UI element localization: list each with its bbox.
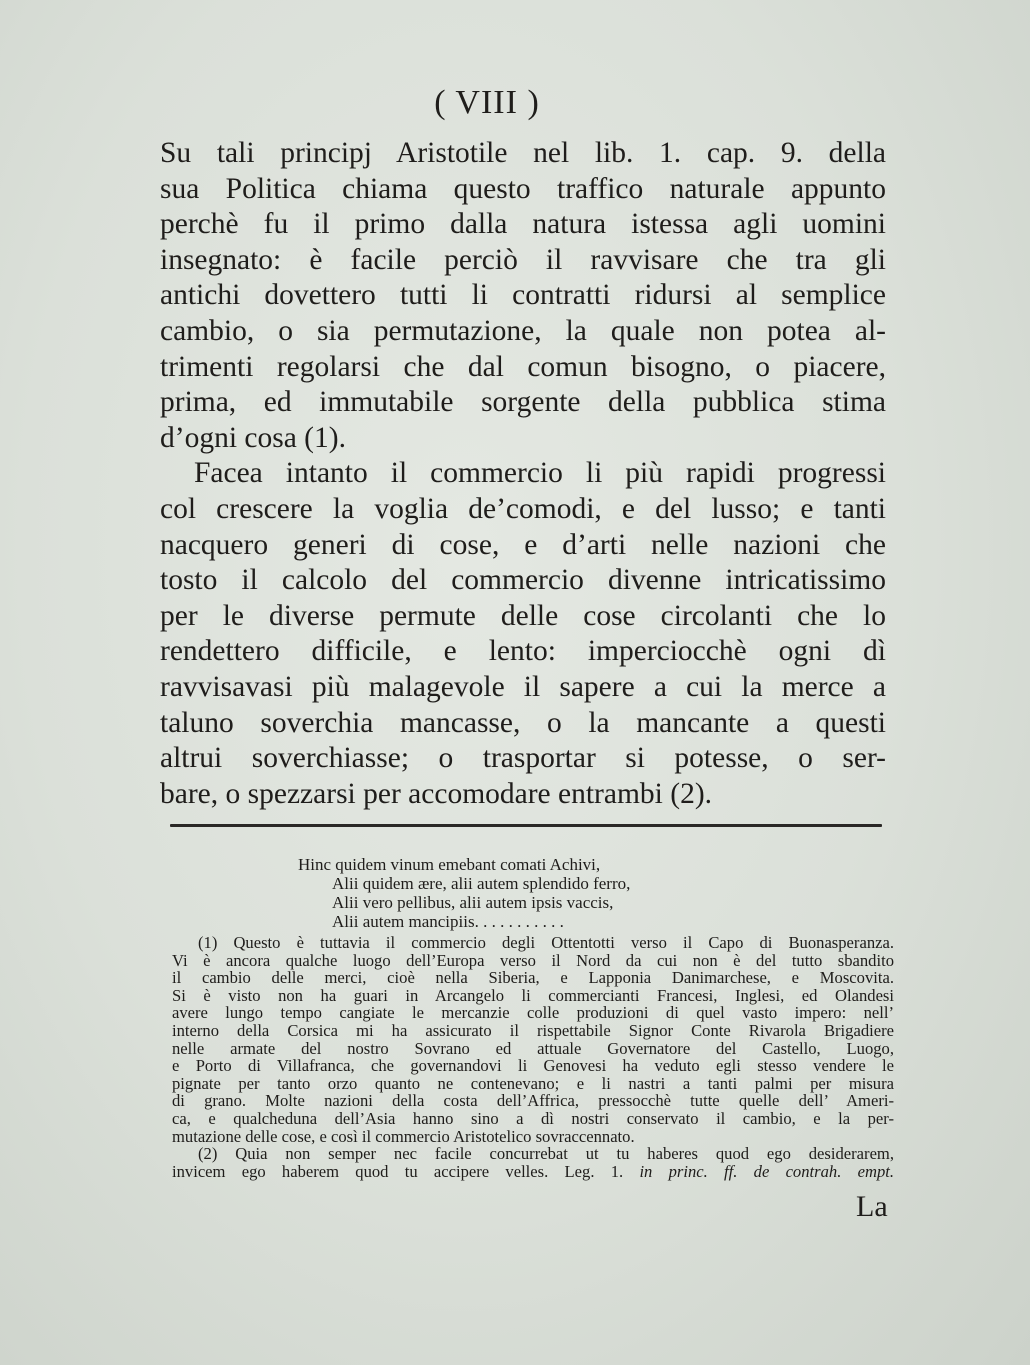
footnotes [172,934,894,1180]
text-line: cambio, o sia permutazione, la quale non potea al- [160,314,886,347]
text-line: prima, ed immutabile sorgente della pubblica stima [160,386,886,419]
text-line: Facea intanto il commercio li più rapidi progressi [194,457,886,490]
text-line: insegnato: è facile perciò il ravvisare che tra gli [160,243,886,276]
footnote-last-text: invicem ego haberem quod tu accipere velles. Leg. 1. [172,1161,624,1181]
text-line: taluno soverchia mancasse, o la mancante a questi [160,706,886,739]
text-line: rendettero difficile, e lento: imperciocchè ogni dì [160,635,886,668]
footnote-line: avere lungo tempo cangiate le mercanzie colle produzioni di quel vasto impero: nell’ [172,1003,894,1023]
latin-verse [298,855,630,931]
text-line: nacquero generi di cose, e d’arti nelle nazioni che [160,528,886,561]
footnote-line: Si è visto non ha guari in Arcangelo li commercianti Francesi, Inglesi, ed Olandesi [172,985,894,1005]
verse-line: Hinc quidem vinum emebant comati Achivi, [298,855,601,874]
footnote-last-citation: in princ. ff. de contrah. empt. [639,1161,894,1181]
text-line: ravvisavasi più malagevole il sapere a cui la merce a [160,670,886,703]
text-line: per le diverse permute delle cose circolanti che lo [160,599,886,632]
footnote-line: mutazione delle cose, e così il commercio Aristotelico sovraccennato. [172,1126,635,1146]
text-line: tosto il calcolo del commercio divenne intricatissimo [160,564,886,597]
verse-line: Alii vero pellibus, alii autem ipsis vaccis, [332,893,614,912]
footnote-line: di grano. Molte nazioni della costa dell’Affrica, pressocchè tutte quelle dell’ Ameri- [172,1091,894,1111]
text-line: perchè fu il primo dalla natura istessa agli uomini [160,208,886,241]
footnote-divider [170,824,882,827]
text-line: sua Politica chiama questo traffico naturale appunto [160,172,886,205]
footnote-line: Vi è ancora qualche luogo dell’Europa verso il Nord da cui non è del tutto sbandito [172,950,894,970]
page-number: ( VIII ) [434,84,540,121]
verse-line: Alii quidem ære, alii autem splendido ferro, [332,874,631,893]
footnote-line: e Porto di Villafranca, che governandovi li Genovesi ha veduto egli stesso vendere le [172,1056,894,1076]
text-line: d’ogni cosa (1). [160,421,346,454]
main-text [160,136,886,812]
verse-line: Alii autem mancipiis. . . . . . . . . . . [332,912,564,931]
text-line: col crescere la voglia de’comodi, e del lusso; e tanti [160,492,886,525]
footnote-line: (2) Quia non semper nec facile concurrebat ut tu haberes quod ego desiderarem, [198,1144,894,1164]
text-line: bare, o spezzarsi per accomodare entrambi (2). [160,777,713,810]
footnote-line: ca, e qualcheduna dell’Asia hanno sino a dì nostri conservato il cambio, e la per- [172,1108,894,1128]
text-line: antichi dovettero tutti li contratti ridursi al semplice [160,279,886,312]
text-line: Su tali principj Aristotile nel lib. 1. cap. 9. della [160,137,886,169]
footnote-line: il cambio delle merci, cioè nella Siberia, e Lapponia Danimarchese, e Moscovita. [172,968,894,988]
footnote-line: nelle armate del nostro Sovrano ed attuale Governatore del Castello, Luogo, [172,1038,894,1058]
text-line: altrui soverchiasse; o trasportar si potesse, o ser- [160,742,886,775]
text-line: trimenti regolarsi che dal comun bisogno, o piacere, [160,350,886,383]
catchword: La [856,1190,888,1223]
footnote-line: interno della Corsica mi ha assicurato il rispettabile Signor Conte Rivarola Brigadiere [172,1020,894,1040]
footnote-line: (1) Questo è tuttavia il commercio degli Ottentotti verso il Capo di Buonasperanza. [198,933,894,952]
footnote-line: pignate per tanto orzo quanto ne contenevano; e li nastri a tanti palmi per misura [172,1073,894,1093]
footnote-line-last [172,1163,894,1181]
